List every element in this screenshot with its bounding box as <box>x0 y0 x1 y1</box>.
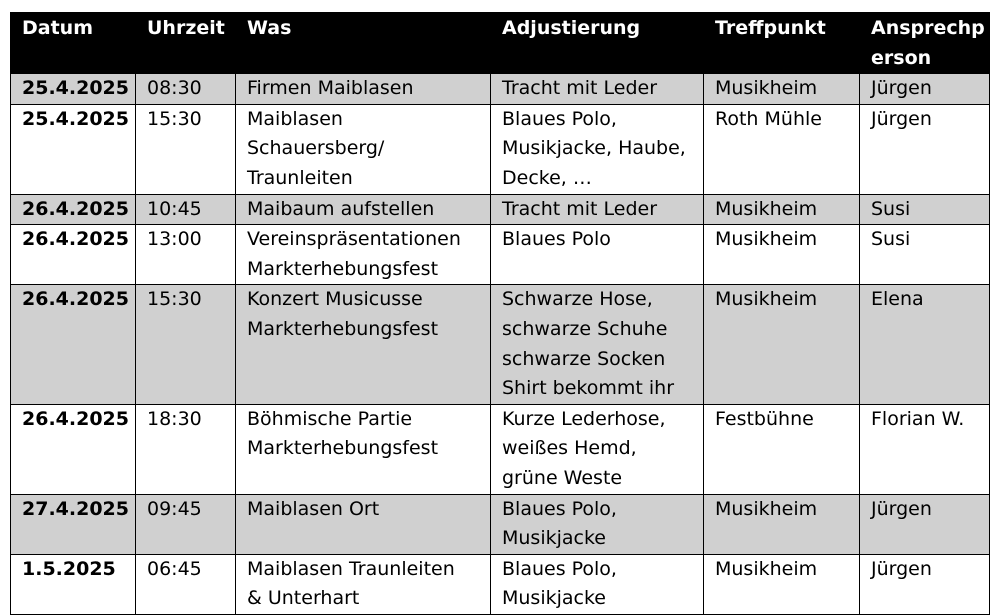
cell-was: Böhmische Partie Markterhebungsfest <box>236 404 491 494</box>
cell-treffpunkt: Musikheim <box>704 74 860 105</box>
cell-datum: 25.4.2025 <box>11 104 136 194</box>
cell-uhrzeit: 15:30 <box>136 104 236 194</box>
table-row <box>11 554 990 614</box>
cell-datum: 27.4.2025 <box>11 494 136 554</box>
cell-datum: 26.4.2025 <box>11 194 136 225</box>
cell-adjustierung: Tracht mit Leder <box>491 194 704 225</box>
cell-ansprechperson: Jürgen <box>860 554 990 614</box>
cell-ansprechperson: Susi <box>860 225 990 285</box>
cell-datum: 26.4.2025 <box>11 225 136 285</box>
cell-treffpunkt: Musikheim <box>704 554 860 614</box>
cell-was: Maibaum aufstellen <box>236 194 491 225</box>
cell-treffpunkt: Musikheim <box>704 494 860 554</box>
table-row <box>11 74 990 105</box>
cell-treffpunkt: Musikheim <box>704 225 860 285</box>
table-row <box>11 494 990 554</box>
cell-was: Konzert Musicusse Markterhebungsfest <box>236 285 491 404</box>
cell-treffpunkt: Festbühne <box>704 404 860 494</box>
cell-uhrzeit: 18:30 <box>136 404 236 494</box>
cell-ansprechperson: Jürgen <box>860 104 990 194</box>
header-was: Was <box>236 13 491 74</box>
cell-ansprechperson: Elena <box>860 285 990 404</box>
cell-datum: 1.5.2025 <box>11 554 136 614</box>
cell-adjustierung: Blaues Polo, Musikjacke <box>491 554 704 614</box>
cell-treffpunkt: Musikheim <box>704 285 860 404</box>
cell-uhrzeit: 10:45 <box>136 194 236 225</box>
cell-adjustierung: Blaues Polo <box>491 225 704 285</box>
table-row <box>11 104 990 194</box>
cell-uhrzeit: 08:30 <box>136 74 236 105</box>
cell-was: Maiblasen Ort <box>236 494 491 554</box>
cell-treffpunkt: Musikheim <box>704 194 860 225</box>
cell-was: Firmen Maiblasen <box>236 74 491 105</box>
cell-adjustierung: Kurze Lederhose, weißes Hemd, grüne Weste <box>491 404 704 494</box>
cell-ansprechperson: Susi <box>860 194 990 225</box>
cell-was: Vereinspräsentationen Markterhebungsfest <box>236 225 491 285</box>
table-row <box>11 404 990 494</box>
cell-uhrzeit: 15:30 <box>136 285 236 404</box>
cell-adjustierung: Tracht mit Leder <box>491 74 704 105</box>
cell-was: Maiblasen Schauersberg/ Traunleiten <box>236 104 491 194</box>
header-treffpunkt: Treffpunkt <box>704 13 860 74</box>
cell-ansprechperson: Jürgen <box>860 494 990 554</box>
cell-ansprechperson: Jürgen <box>860 74 990 105</box>
cell-uhrzeit: 06:45 <box>136 554 236 614</box>
table-row <box>11 225 990 285</box>
header-uhrzeit: Uhrzeit <box>136 13 236 74</box>
table-row <box>11 194 990 225</box>
header-datum: Datum <box>11 13 136 74</box>
cell-ansprechperson: Florian W. <box>860 404 990 494</box>
header-ansprechperson: Ansprechp erson <box>860 13 990 74</box>
cell-adjustierung: Blaues Polo, Musikjacke <box>491 494 704 554</box>
header-adjustierung: Adjustierung <box>491 13 704 74</box>
cell-adjustierung: Schwarze Hose, schwarze Schuhe schwarze Socken Shirt bekommt ihr <box>491 285 704 404</box>
cell-uhrzeit: 09:45 <box>136 494 236 554</box>
cell-datum: 25.4.2025 <box>11 74 136 105</box>
cell-treffpunkt: Roth Mühle <box>704 104 860 194</box>
table-row <box>11 285 990 404</box>
cell-uhrzeit: 13:00 <box>136 225 236 285</box>
cell-datum: 26.4.2025 <box>11 285 136 404</box>
header-row <box>11 13 990 74</box>
schedule-table <box>10 12 990 615</box>
cell-datum: 26.4.2025 <box>11 404 136 494</box>
cell-adjustierung: Blaues Polo, Musikjacke, Haube, Decke, … <box>491 104 704 194</box>
cell-was: Maiblasen Traunleiten & Unterhart <box>236 554 491 614</box>
